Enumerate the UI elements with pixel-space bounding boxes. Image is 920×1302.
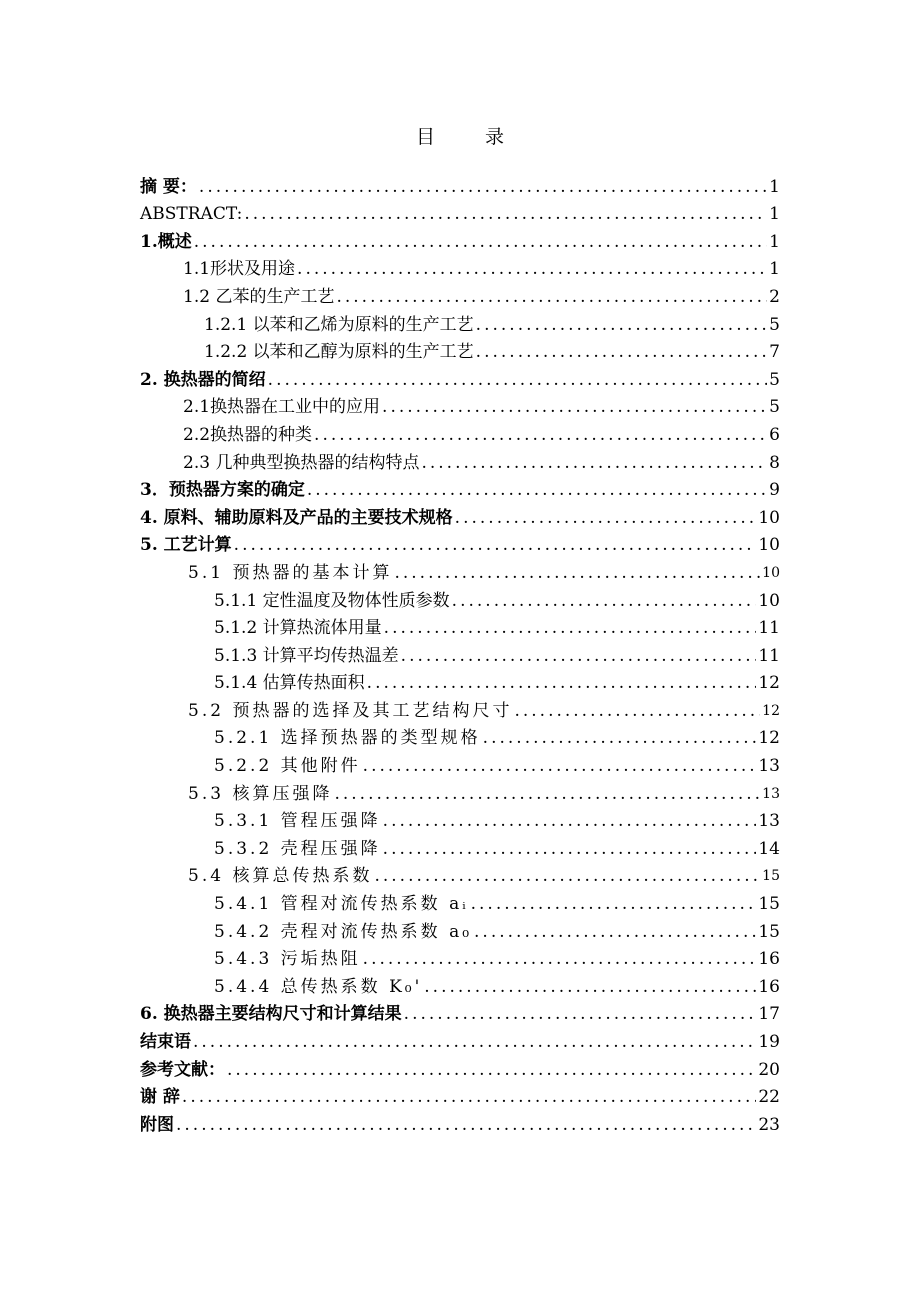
dot-leader (227, 1059, 756, 1081)
dot-leader (268, 369, 768, 391)
toc-entry[interactable] (140, 1108, 780, 1136)
toc-entry-page-number: 5 (769, 314, 780, 335)
dot-leader (334, 783, 760, 805)
toc-entry-label: 2.3 几种典型换热器的结构特点 (183, 452, 420, 473)
toc-entry[interactable] (140, 805, 780, 833)
toc-entry-label: 5.4.2 壳程对流传热系数 a₀ (214, 921, 473, 942)
dot-leader (234, 534, 757, 556)
toc-entry-page-number: 16 (758, 949, 780, 970)
toc-entry-label: 1.2 乙苯的生产工艺 (183, 286, 335, 307)
toc-entry-page-number: 15 (758, 894, 780, 915)
toc-entry-page-number: 9 (769, 480, 780, 501)
toc-entry[interactable] (140, 584, 780, 612)
toc-entry[interactable] (140, 832, 780, 860)
dot-leader (383, 838, 757, 860)
toc-entry-page-number: 8 (769, 452, 780, 473)
toc-entry[interactable] (140, 446, 780, 474)
toc-entry-label: 5.4.4 总传热系数 K₀' (214, 976, 423, 997)
toc-entry-page-number: 6 (769, 424, 780, 445)
toc-entry-page-number: 20 (758, 1059, 780, 1080)
toc-title: 目 录 (415, 126, 527, 148)
dot-leader (383, 810, 757, 832)
toc-entry-label: 5.2.1 选择预热器的类型规格 (214, 728, 481, 749)
toc-entry-page-number: 13 (762, 785, 780, 802)
toc-entry-page-number: 1 (769, 176, 780, 197)
toc-entry-page-number: 15 (758, 921, 780, 942)
toc-entry-label: 5.2 预热器的选择及其工艺结构尺寸 (188, 700, 513, 721)
toc-entry-page-number: 13 (758, 811, 780, 832)
toc-entry[interactable] (140, 970, 780, 998)
toc-entry-label: 5.3.1 管程压强降 (214, 811, 381, 832)
toc-entry-label: 1.概述 (140, 231, 192, 252)
toc-entry[interactable] (140, 887, 780, 915)
toc-entry-label: 5.1.1 定性温度及物体性质参数 (214, 590, 450, 611)
toc-entry-label: 谢 辞 (140, 1087, 180, 1108)
toc-entry[interactable] (140, 418, 780, 446)
toc-entry[interactable] (140, 253, 780, 281)
toc-entry[interactable] (140, 1053, 780, 1081)
dot-leader (382, 396, 767, 418)
toc-entry-label: 5.4.1 管程对流传热系数 aᵢ (214, 894, 469, 915)
dot-leader (244, 203, 767, 225)
dot-leader (471, 893, 757, 915)
toc-entry[interactable] (140, 170, 780, 198)
dot-leader (182, 1086, 756, 1108)
toc-entry-label: 5.3 核算压强降 (188, 783, 333, 804)
dot-leader (452, 590, 757, 612)
toc-entry-page-number: 10 (758, 590, 780, 611)
toc-entry[interactable] (140, 225, 780, 253)
toc-entry[interactable] (140, 474, 780, 502)
toc-entry-page-number: 16 (758, 976, 780, 997)
toc-entry-page-number: 22 (758, 1087, 780, 1108)
toc-entry-page-number: 23 (758, 1114, 780, 1135)
toc-entry-page-number: 11 (758, 645, 780, 666)
toc-entry-page-number: 10 (762, 564, 780, 581)
dot-leader (297, 258, 767, 280)
toc-entry-label: 5.2.2 其他附件 (214, 756, 361, 777)
toc-entry-label: 附图 (140, 1114, 174, 1135)
toc-entry-label: 5.1 预热器的基本计算 (188, 562, 393, 583)
dot-leader (336, 286, 767, 308)
dot-leader (194, 231, 767, 253)
toc-entry-label: 2.1换热器在工业中的应用 (183, 397, 381, 418)
toc-entry-label: 5.4.3 污垢热阻 (214, 949, 361, 970)
toc-entry[interactable] (140, 612, 780, 640)
toc-entry-label: 5.3.2 壳程压强降 (214, 838, 381, 859)
toc-entry-page-number: 12 (758, 728, 780, 749)
toc-entry[interactable] (140, 998, 780, 1026)
toc-entry[interactable] (140, 915, 780, 943)
toc-entry-label: 5.1.3 计算平均传热温差 (214, 645, 399, 666)
toc-entry-label: 3．预热器方案的确定 (140, 480, 305, 501)
toc-entry-label: 4. 原料、辅助原料及产品的主要技术规格 (140, 507, 453, 528)
toc-entry[interactable] (140, 529, 780, 557)
toc-entry-label: 2. 换热器的简绍 (140, 369, 266, 390)
toc-entry-label: 6. 换热器主要结构尺寸和计算结果 (140, 1004, 402, 1025)
toc-entry[interactable] (140, 722, 780, 750)
toc-entry-page-number: 1 (769, 231, 780, 252)
toc-entry-page-number: 7 (769, 342, 780, 363)
toc-entry-label: 5. 工艺计算 (140, 535, 232, 556)
dot-leader (404, 1003, 757, 1025)
toc-entry[interactable] (140, 1081, 780, 1109)
toc-entry-label: 1.2.1 以苯和乙烯为原料的生产工艺 (204, 314, 474, 335)
toc-entry-label: ABSTRACT: (140, 204, 243, 225)
dot-leader (476, 341, 768, 363)
toc-entry-page-number: 14 (758, 838, 780, 859)
toc-entry[interactable] (140, 667, 780, 695)
dot-leader (476, 314, 768, 336)
toc-entry[interactable] (140, 336, 780, 364)
dot-leader (424, 976, 756, 998)
toc-entry[interactable] (140, 694, 780, 722)
toc-entry-page-number: 19 (758, 1032, 780, 1052)
dot-leader (401, 645, 757, 667)
toc-entry-page-number: 5 (769, 369, 780, 390)
toc-entry[interactable] (140, 943, 780, 971)
dot-leader (367, 672, 757, 694)
toc-entry-label: 2.2换热器的种类 (183, 424, 313, 445)
toc-entry-page-number: 5 (769, 397, 780, 418)
toc-entry[interactable] (140, 198, 780, 226)
toc-entry-page-number: 15 (762, 868, 780, 885)
toc-entry-page-number: 10 (758, 507, 780, 528)
dot-leader (363, 948, 757, 970)
toc-entry-page-number: 12 (762, 702, 780, 719)
toc-entry[interactable] (140, 556, 780, 584)
dot-leader (421, 452, 767, 474)
dot-leader (363, 755, 757, 777)
toc-entry[interactable] (140, 308, 780, 336)
dot-leader (307, 479, 767, 501)
dot-leader (384, 617, 757, 639)
toc-entry-label: 参考文献： (140, 1059, 225, 1080)
toc-entry-page-number: 1 (769, 204, 780, 225)
toc-entry[interactable] (140, 860, 780, 888)
toc-entry[interactable] (140, 777, 780, 805)
toc-entry[interactable] (140, 639, 780, 667)
toc-entry-page-number: 17 (758, 1004, 780, 1025)
toc-entry-label: 1.1形状及用途 (183, 259, 296, 280)
toc-entry-label: 摘 要： (140, 176, 197, 197)
toc-entry-label: 1.2.2 以苯和乙醇为原料的生产工艺 (204, 342, 474, 363)
toc-entry-page-number: 13 (758, 756, 780, 777)
dot-leader (199, 176, 767, 198)
toc-entry-page-number: 11 (758, 618, 780, 639)
toc-entry-label: 结束语 (140, 1032, 191, 1052)
toc-entry[interactable] (140, 280, 780, 308)
toc-entry-page-number: 10 (758, 535, 780, 556)
dot-leader (374, 865, 760, 887)
dot-leader (193, 1031, 756, 1053)
dot-leader (514, 700, 760, 722)
dot-leader (455, 507, 757, 529)
toc-entry[interactable] (140, 391, 780, 419)
toc-entry[interactable] (140, 501, 780, 529)
toc-entry-page-number: 1 (769, 259, 780, 280)
toc-entry-label: 5.4 核算总传热系数 (188, 866, 373, 887)
dot-leader (394, 562, 760, 584)
dot-leader (176, 1114, 756, 1136)
dot-leader (483, 727, 757, 749)
toc-entry[interactable] (140, 1025, 780, 1053)
toc-entry-label: 5.1.4 估算传热面积 (214, 673, 365, 694)
toc-entry-page-number: 2 (769, 286, 780, 307)
table-of-contents (140, 170, 780, 1136)
toc-entry[interactable] (140, 749, 780, 777)
dot-leader (314, 424, 767, 446)
toc-entry-page-number: 12 (758, 673, 780, 694)
toc-entry-label: 5.1.2 计算热流体用量 (214, 618, 382, 639)
dot-leader (474, 921, 756, 943)
toc-entry[interactable] (140, 363, 780, 391)
